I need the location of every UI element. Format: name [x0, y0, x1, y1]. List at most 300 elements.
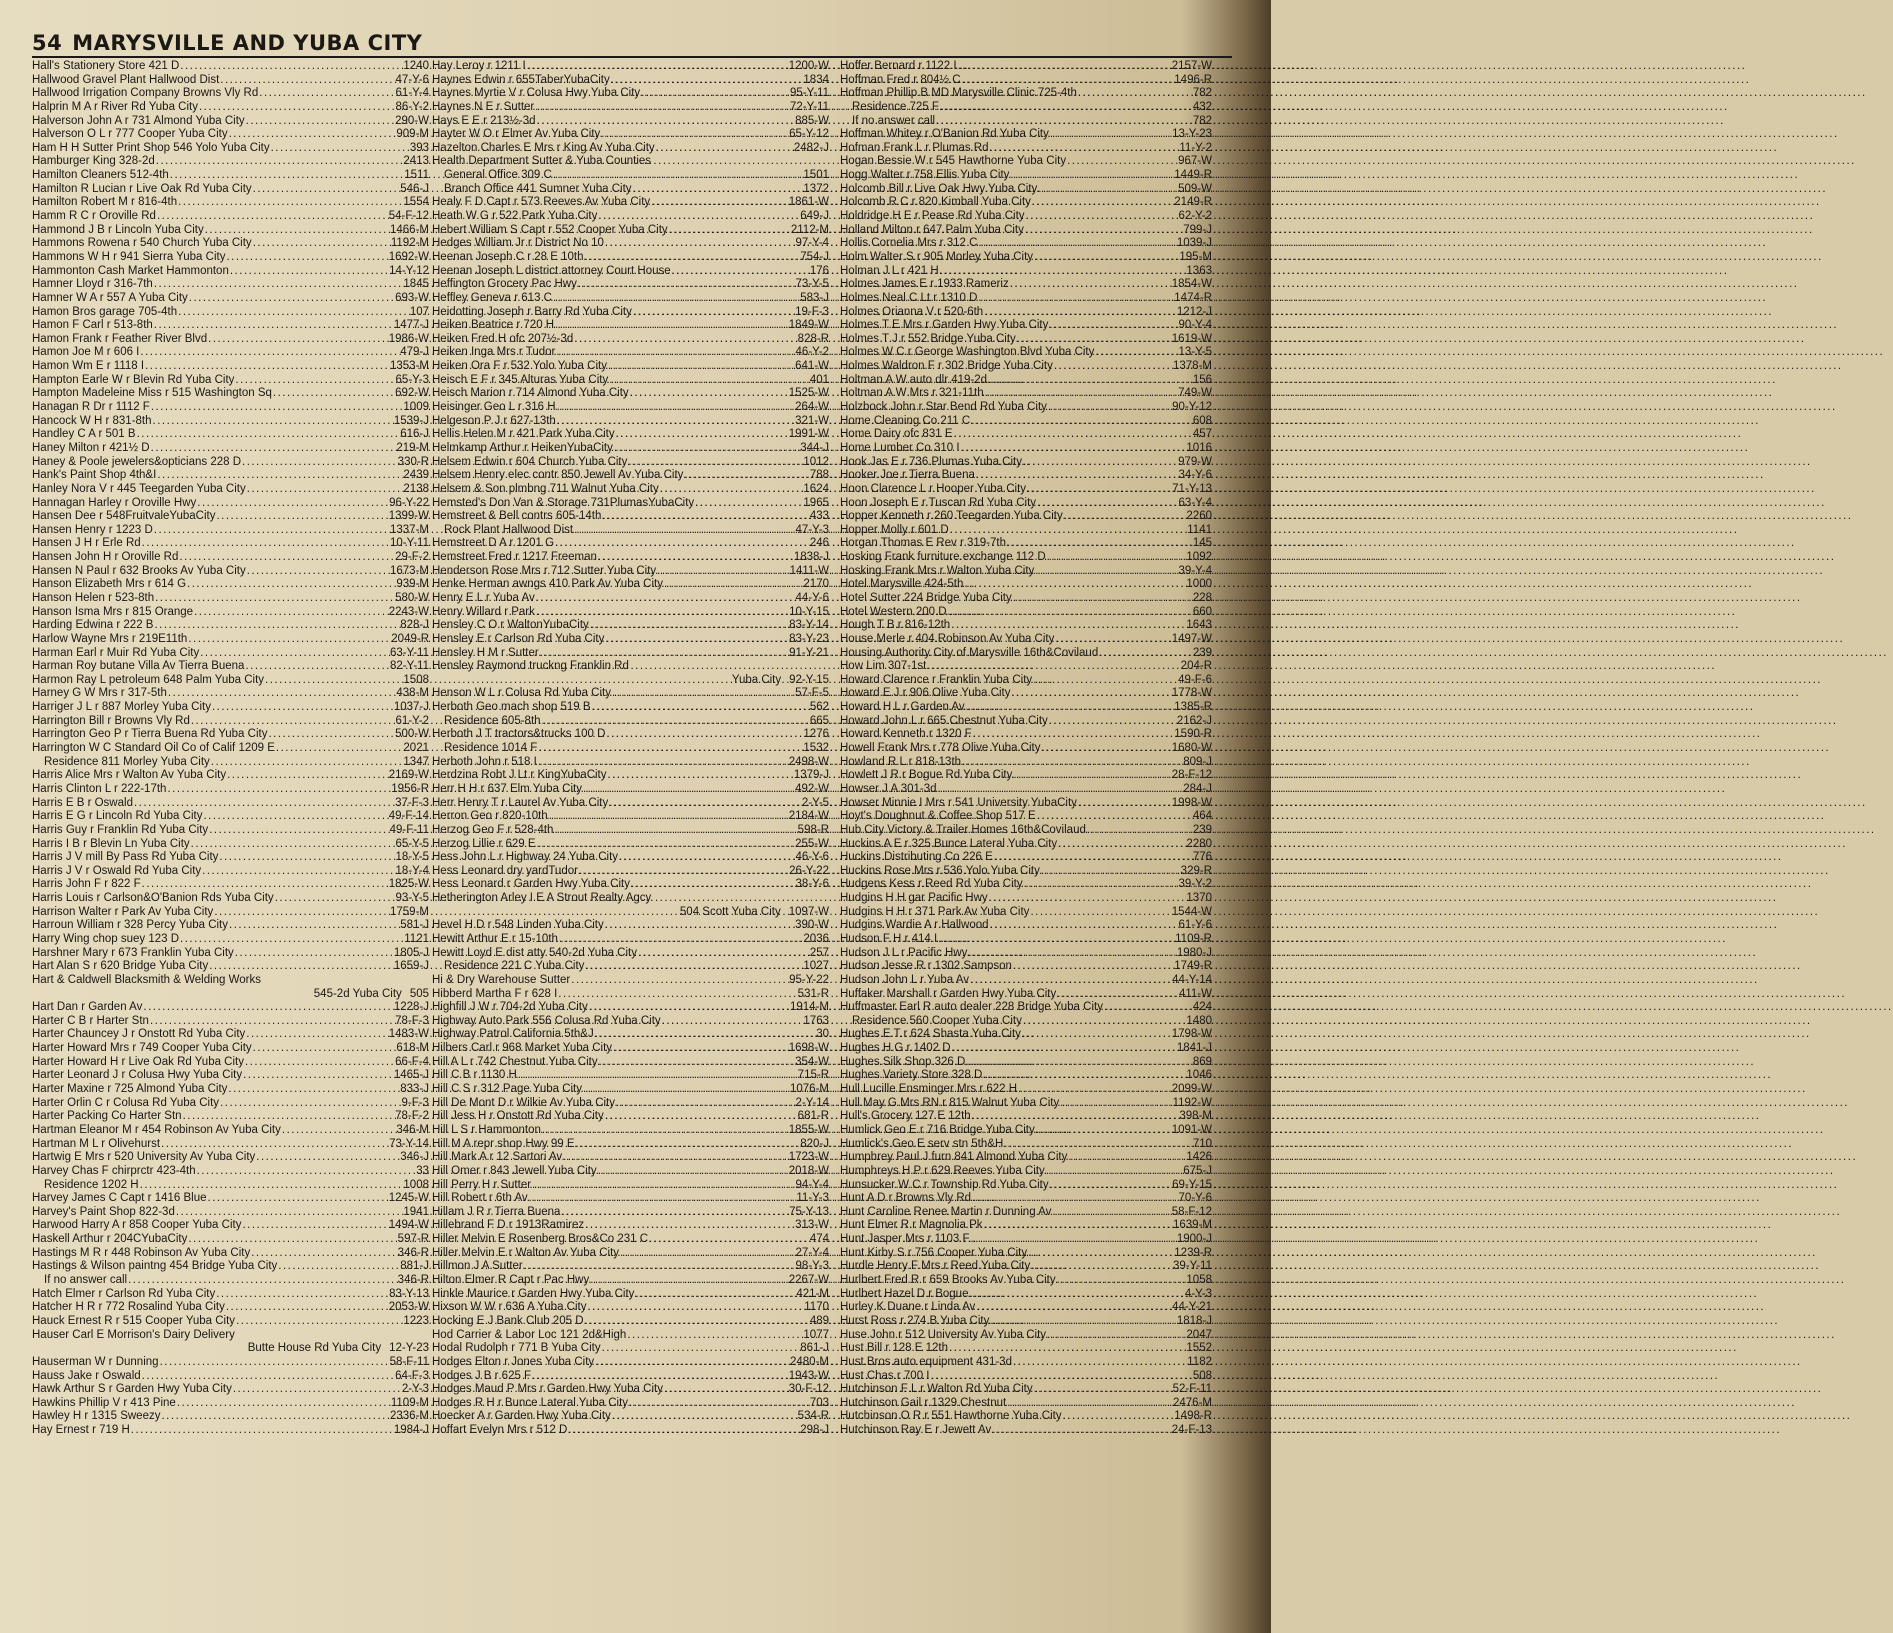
listing-name: Harrison Walter r Park Av Yuba City: [32, 905, 214, 918]
dot-leader: [1032, 674, 1178, 688]
listing-phone: 681-R: [797, 1110, 829, 1123]
listing-phone: 13-Y-5: [1178, 346, 1212, 359]
listing-name: Hogan Bessie W r 545 Hawthorne Yuba City: [840, 155, 1067, 168]
page-number: 54: [32, 31, 63, 55]
listing-phone: 833-J: [400, 1083, 429, 1096]
dot-leader: [226, 769, 389, 783]
listing-phone: 692-W: [395, 387, 429, 400]
listing-name: Hunt Kirby S r 756 Cooper Yuba City: [840, 1246, 1028, 1259]
listing-phone: 861-J: [800, 1342, 829, 1355]
dot-leader: [573, 333, 797, 347]
listing-entry: [840, 456, 1215, 470]
listing-name: Herboth J T tractors&trucks 100 D: [432, 728, 606, 741]
listing-entry: [32, 237, 432, 251]
dot-leader: [589, 619, 789, 633]
dot-leader: [207, 1192, 389, 1206]
listing-name: Butte House Rd Yuba City: [247, 1342, 382, 1355]
dot-leader: [987, 374, 1193, 388]
listing-entry: [32, 524, 432, 538]
listing-phone: 660: [1192, 605, 1212, 618]
dot-leader: [159, 1356, 390, 1370]
listing-name: Hedges William Jr r District No 10: [432, 237, 604, 250]
listing-phone: 4-Y-3: [1184, 1287, 1212, 1300]
listing-phone: 1778-W: [1171, 687, 1212, 700]
dot-leader: [179, 60, 403, 74]
dot-leader: [604, 237, 796, 251]
listing-phone: 83-Y-13: [389, 1287, 429, 1300]
listing-entry: [32, 1110, 432, 1124]
dot-leader: [208, 960, 394, 974]
listing-name: Hoon Joseph E r Tuscan Rd Yuba City: [840, 496, 1037, 509]
listing-entry: [840, 155, 1215, 169]
listing-entry: [32, 1083, 432, 1097]
listing-name: Harris I B r Blevin Ln Yuba City: [32, 837, 190, 850]
dot-leader: [536, 115, 796, 129]
listing-phone: 1956-R: [391, 782, 429, 795]
listing-name: 504 Scott Yuba City: [679, 905, 781, 918]
listing-entry: [32, 292, 432, 306]
listing-entry: [432, 1042, 832, 1056]
listing-name: Howard Clarence r Franklin Yuba City: [840, 673, 1033, 686]
dot-leader: [594, 1356, 790, 1370]
dot-leader: [1025, 210, 1179, 224]
listing-entry: [432, 1410, 832, 1424]
dot-leader: [582, 783, 795, 797]
listing-name: Hiller Melvin E Rosenberg Bros&Co 231 C: [432, 1233, 649, 1246]
listing-phone: 1000: [1186, 578, 1212, 591]
dot-leader: [1094, 346, 1178, 360]
dot-leader: [526, 60, 789, 74]
listing-phone: 710: [1192, 1137, 1212, 1150]
listing-phone: 1914-M: [790, 1001, 829, 1014]
listing-name: Halverson John A r 731 Almond Yuba City: [32, 114, 245, 127]
listing-phone: 1941: [403, 1205, 429, 1218]
listing-phone: 58-F-11: [389, 1355, 429, 1368]
dot-leader: [175, 1206, 404, 1220]
listing-name: Henry E L r Yuba Av: [432, 591, 535, 604]
listing-phone: 63-Y-11: [389, 646, 429, 659]
dot-leader: [1049, 128, 1172, 142]
listing-phone: 1998-W: [1171, 796, 1212, 809]
listing-phone: 18-Y-4: [395, 864, 429, 877]
listing-name: Hudgins H H r 371 Park Av Yuba City: [840, 905, 1030, 918]
listing-name: Harshner Mary r 673 Franklin Yuba City: [32, 946, 234, 959]
listing-phone: 246: [809, 537, 829, 550]
listing-phone: 1411-W: [789, 564, 829, 577]
listing-phone: 2439: [403, 469, 429, 482]
dot-leader: [1009, 169, 1174, 183]
listing-entry: [432, 1069, 832, 1083]
dot-leader: [926, 660, 1180, 674]
listing-entry: [432, 728, 832, 742]
listing-entry: [32, 606, 432, 620]
dot-leader: [196, 497, 389, 511]
listing-entry: [432, 1192, 832, 1206]
listing-entry: [32, 1301, 432, 1315]
listing-entry: [840, 196, 1215, 210]
listing-name: Ham H H Sutter Print Shop 546 Yolo Yuba City: [32, 141, 270, 154]
listing-phone: 90-Y-4: [1178, 319, 1212, 332]
listing-name: Horgan Thomas E Rev r 319-7th: [840, 537, 1006, 550]
listing-phone: 27-Y-4: [795, 1246, 829, 1259]
dot-leader: [975, 469, 1179, 483]
listing-phone: 30: [816, 1028, 829, 1041]
listing-name: Hudson F H r 414 I: [840, 933, 938, 945]
dot-leader: [141, 878, 389, 892]
listing-entry: [840, 1356, 1215, 1370]
listing-name: Hopper Kenneth r 260 Teegarden Yuba City: [840, 510, 1063, 523]
dot-leader: [1053, 360, 1173, 374]
listing-phone: 156: [1192, 373, 1212, 386]
dot-leader: [149, 1015, 395, 1029]
listing-name: Howlett J R r Bogue Rd Yuba City: [840, 769, 1013, 782]
listing-entry: [840, 510, 1215, 524]
listing-entry: [432, 1015, 832, 1029]
dot-leader: [234, 374, 395, 388]
listing-phone: 176: [809, 264, 829, 277]
listing-entry: [432, 524, 832, 538]
listing-entry: [432, 1315, 832, 1329]
listing-entry: [432, 947, 832, 961]
dot-leader: [196, 1165, 417, 1179]
listing-phone: 2170: [803, 578, 829, 591]
listing-entry: [840, 1165, 1215, 1179]
listing-name: Home Lumber Co 310 I: [840, 441, 960, 454]
listing-entry: [32, 346, 432, 360]
listing-entry: [32, 687, 432, 701]
listing-entry: [840, 1219, 1215, 1233]
dot-leader: [982, 1069, 1186, 1083]
dot-leader: [199, 647, 390, 661]
listing-name: Herdzina Robt J Lt r KingYubaCity: [432, 769, 607, 782]
listing-entry: [840, 1151, 1215, 1165]
listing-name: Hoffer Bernard r 1122 I: [840, 60, 957, 72]
dot-leader: [179, 933, 404, 947]
listing-name: Hutchinson F L r Walton Rd Yuba City: [840, 1383, 1033, 1396]
dot-leader: [961, 74, 1175, 88]
listing-entry: [840, 960, 1215, 974]
dot-leader: [663, 1383, 789, 1397]
listing-phone: 1834: [803, 73, 829, 86]
listing-name: Harroun William r 328 Percy Yuba City: [32, 919, 228, 932]
listing-entry: [432, 1165, 832, 1179]
listing-phone: 1805-J: [393, 946, 429, 959]
listing-entry: [432, 346, 832, 360]
listing-name: Humphreys H P r 629 Reeves Yuba City: [840, 1164, 1045, 1177]
dot-leader: [683, 469, 809, 483]
listing-name: Hensley H M r Sutter: [432, 646, 539, 659]
listing-name: Howard E J r 906 Olive Yuba City: [840, 687, 1011, 700]
listing-entry: [32, 374, 432, 388]
listing-entry: [840, 74, 1215, 88]
listing-name: Hoffman Phillip B MD Marysville Clinic 725-4th: [840, 87, 1077, 100]
listing-name: Heenan Joseph L district attorney Court House: [432, 264, 671, 277]
listing-name: Hust Chas r 700 I: [840, 1369, 930, 1382]
listing-entry: [32, 265, 432, 279]
dot-leader: [531, 1179, 795, 1193]
listing-phone: 57-F-5: [795, 687, 829, 700]
listing-name: Hart Alan S r 620 Bridge Yuba City: [32, 960, 209, 973]
listing-name: Hansen Henry r 1223 D: [32, 523, 153, 536]
listing-name: Herr H H r 637 Elm Yuba City: [432, 782, 582, 795]
listing-phone: 2053-W: [388, 1301, 429, 1314]
listing-name: Hurdle Henry F Mrs r Reed Yuba City: [840, 1260, 1031, 1273]
listing-name: Howser J A 301-3d: [840, 782, 937, 795]
dot-leader: [274, 892, 396, 906]
dot-leader: [1003, 1138, 1193, 1152]
listing-phone: 1496-R: [1174, 73, 1212, 86]
listing-name: Heffley Geneva r 613 C: [432, 291, 552, 304]
dot-leader: [991, 1424, 1171, 1438]
listing-entry: [432, 660, 832, 674]
listing-name: Hartman Eleanor M r 454 Robinson Av Yuba City: [32, 1123, 281, 1136]
listing-entry: [32, 565, 432, 579]
listing-name: Hughes Silk Shop 326 D: [840, 1055, 966, 1068]
listing-entry: [432, 988, 832, 1002]
listing-phone: 2-Y-3: [401, 1383, 429, 1396]
listing-phone: 2138: [403, 482, 429, 495]
listing-phone: 70-Y-6: [1178, 1192, 1212, 1205]
listing-entry: [32, 497, 432, 511]
listing-name: Herboth John r 518 I: [432, 755, 537, 768]
listing-entry: [840, 251, 1215, 265]
listing-phone: 98-Y-3: [795, 1260, 829, 1273]
listing-entry: [432, 224, 832, 238]
listing-entry: [32, 415, 432, 429]
listing-name: Highway Auto Park 556 Colusa Rd Yuba City: [432, 1014, 661, 1027]
listing-name: Harrington Geo P r Tierra Buena Rd Yuba City: [32, 728, 268, 741]
dot-leader: [536, 838, 796, 852]
listing-name: Hansen N Paul r 632 Brooks Av Yuba City: [32, 564, 246, 577]
dot-leader: [541, 1124, 789, 1138]
listing-phone: 94-Y-4: [795, 1178, 829, 1191]
listing-entry: [432, 115, 832, 129]
listing-entry: [840, 142, 1215, 156]
dot-leader: [1006, 1397, 1173, 1411]
listing-phone: 1511: [404, 169, 429, 182]
listing-phone: 979-W: [1178, 455, 1212, 468]
listing-entry: [32, 169, 432, 183]
listing-name: Holmes W C r George Washington Blvd Yuba City: [840, 346, 1095, 359]
listing-phone: 11-Y-3: [796, 1192, 829, 1205]
listing-phone: 346-J: [400, 1151, 429, 1164]
listing-phone: 13-Y-23: [1172, 128, 1212, 141]
dot-leader: [213, 906, 390, 920]
listing-phone: 30-F-12: [788, 1383, 829, 1396]
dot-leader: [153, 619, 400, 633]
listing-entry: [32, 1151, 432, 1165]
listing-name: Holdridge H E r Pease Rd Yuba City: [840, 210, 1025, 223]
dot-leader: [939, 101, 1193, 115]
listing-name: Harter Packing Co Harter Stn: [32, 1110, 182, 1123]
listing-phone: 28-F-12: [1171, 769, 1212, 782]
dot-leader: [608, 797, 802, 811]
dot-leader: [554, 319, 789, 333]
listing-name: Huse John r 512 University Av Yuba City: [840, 1328, 1047, 1341]
listing-name: Hudgens Kess r Reed Rd Yuba City: [840, 878, 1023, 891]
listing-entry: [32, 960, 432, 974]
listing-phone: 492-W: [795, 782, 829, 795]
dot-leader: [971, 1192, 1179, 1206]
dot-leader: [929, 1370, 1192, 1384]
dot-leader: [241, 456, 398, 470]
listing-entry: [32, 838, 432, 852]
dot-leader: [187, 633, 391, 647]
listing-name: Haskell Arthur r 204CYubaCity: [32, 1233, 188, 1246]
listing-phone: 1037-J: [393, 701, 429, 714]
listing-entry: [840, 1329, 1215, 1343]
listing-phone: 421-M: [796, 1287, 829, 1300]
listing-phone: 39-Y-2: [1178, 878, 1212, 891]
listing-name: Holman J L r 421 H: [840, 264, 939, 277]
listing-name: Harman Roy butane Villa Av Tierra Buena: [32, 660, 245, 673]
listing-entry: [32, 210, 432, 224]
listing-entry: [840, 1206, 1215, 1220]
listing-name: Hurlbert Hazel D r Bogue: [840, 1287, 969, 1300]
listing-phone: 219-M: [396, 441, 429, 454]
listing-phone: 401: [809, 373, 829, 386]
dot-leader: [152, 415, 394, 429]
listing-entry: [32, 483, 432, 497]
listing-name: Harvey's Paint Shop 822-3d: [32, 1205, 175, 1218]
dot-leader: [154, 592, 395, 606]
listing-entry: [432, 1329, 832, 1343]
listing-phone: 145: [1192, 537, 1212, 550]
listing-phone: 1525-W: [788, 387, 829, 400]
listing-name: Hess Leonard dry yardTudor: [432, 864, 578, 877]
listing-entry: [32, 592, 432, 606]
listing-phone: 96-Y-22: [389, 496, 429, 509]
listing-name: Hill L S r Hammonton: [432, 1123, 541, 1136]
listing-entry: [432, 456, 832, 470]
listing-name: Harris Guy r Franklin Rd Yuba City: [32, 823, 209, 836]
dot-leader: [607, 769, 794, 783]
listing-name: Holcomb R C r 820 Kimball Yuba City: [840, 196, 1031, 209]
listing-phone: 1483-W: [388, 1028, 429, 1041]
listing-entry: [432, 483, 832, 497]
listing-entry: [432, 647, 832, 661]
listing-phone: 500-W: [395, 728, 429, 741]
listing-entry: [840, 1192, 1215, 1206]
listing-phone: 204-R: [1180, 660, 1212, 673]
listing-phone: 1749-R: [1174, 960, 1212, 973]
dot-leader: [188, 292, 395, 306]
dot-leader: [1035, 1124, 1172, 1138]
listing-name: Hansen John H r Oroville Rd: [32, 551, 179, 564]
dot-leader: [988, 142, 1179, 156]
listing-name: Heiken Beatrice r 720 H: [432, 319, 555, 332]
listing-entry: [32, 196, 432, 210]
listing-name: Herr Henry T r Laurel Av Yuba City: [432, 796, 609, 809]
listing-name: Hill M A repr shop Hwy 99 E: [432, 1137, 575, 1150]
listing-name: Hamilton R Lucian r Live Oak Rd Yuba City: [32, 182, 252, 195]
listing-entry: [840, 428, 1215, 442]
listing-phone: 1965: [803, 496, 829, 509]
listing-phone: 2149-R: [1174, 196, 1212, 209]
listing-phone: 641-W: [795, 360, 829, 373]
listing-name: Huffmaster Earl R auto dealer 228 Bridge Yuba City: [840, 1001, 1103, 1014]
dot-leader: [155, 155, 404, 169]
listing-name: Harris John F r 822 F: [32, 878, 141, 891]
dot-leader: [610, 74, 804, 88]
listing-name: Hammonton Cash Market Hammonton: [32, 264, 229, 277]
listing-phone: 83-Y-14: [789, 619, 829, 632]
dot-leader: [594, 1028, 816, 1042]
dot-leader: [207, 333, 389, 347]
listing-phone: 2169-W: [388, 769, 429, 782]
listing-phone: 1984-J: [393, 1424, 429, 1437]
listing-entry: [432, 974, 832, 988]
listing-name: Hooker Joe r Tierra Buena: [840, 469, 975, 482]
dot-leader: [531, 1370, 789, 1384]
listing-phone: 1494-W: [388, 1219, 429, 1232]
listing-phone: 869: [1192, 1055, 1212, 1068]
dot-leader: [935, 115, 1193, 129]
listing-name: Hurst Ross r 274 B Yuba City: [840, 1314, 990, 1327]
listing-phone: 49-F-6: [1178, 673, 1212, 686]
listing-entry: [432, 592, 832, 606]
listing-phone: 298-J: [800, 1424, 829, 1437]
listing-phone: 1474-R: [1174, 291, 1212, 304]
dot-leader: [604, 1110, 798, 1124]
listing-entry: [840, 797, 1215, 811]
listing-entry: [32, 892, 432, 906]
listing-entry: [32, 1042, 432, 1056]
listing-phone: 29-F-2: [395, 551, 429, 564]
listing-phone: 1039-J: [1176, 237, 1212, 250]
listing-entry: [432, 565, 832, 579]
listing-entry: [840, 524, 1215, 538]
listing-phone: 75-Y-13: [789, 1205, 829, 1218]
dot-leader: [972, 728, 1175, 742]
listing-entry: [432, 810, 832, 824]
listing-name: Heisinger Geo L r 316 H: [432, 401, 556, 414]
listing-entry: [32, 1356, 432, 1370]
dot-leader: [668, 224, 791, 238]
listing-phone: 1372: [803, 182, 829, 195]
listing-phone: 61-Y-2: [395, 714, 429, 727]
listing-entry: [32, 1179, 432, 1193]
listing-name: Hess John L r Highway 24 Yuba City: [432, 851, 619, 864]
dot-leader: [634, 1288, 796, 1302]
listing-name: Hoyt's Doughnut & Coffee Shop 517 E: [840, 810, 1036, 823]
listing-name: Howell Frank Mrs r 778 Olive Yuba City: [840, 742, 1041, 755]
listing-entry: [32, 387, 432, 401]
listing-name: Harter Chauncey J r Onstott Rd Yuba City: [32, 1028, 246, 1041]
listing-entry: [840, 728, 1215, 742]
dot-leader: [133, 797, 395, 811]
listing-entry: [840, 319, 1215, 333]
dot-leader: [950, 619, 1186, 633]
listing-entry: [432, 715, 832, 729]
listing-phone: 39-Y-4: [1178, 564, 1212, 577]
dot-leader: [589, 1274, 789, 1288]
dot-leader: [1012, 769, 1171, 783]
dot-leader: [584, 1219, 795, 1233]
listing-entry: [32, 824, 432, 838]
listing-name: Residence 1202 H: [44, 1178, 139, 1191]
listing-entry: [432, 537, 832, 551]
listing-entry: [840, 306, 1215, 320]
dot-leader: [264, 674, 403, 688]
listing-name: Hust Bill r 128 E 12th: [840, 1342, 949, 1355]
dot-leader: [597, 210, 800, 224]
listing-phone: 2267-W: [788, 1274, 829, 1287]
listing-name: Hull's Grocery 127 E 12th: [840, 1110, 971, 1123]
dot-leader: [534, 101, 790, 115]
listing-entry: [32, 537, 432, 551]
dot-leader: [968, 1288, 1184, 1302]
